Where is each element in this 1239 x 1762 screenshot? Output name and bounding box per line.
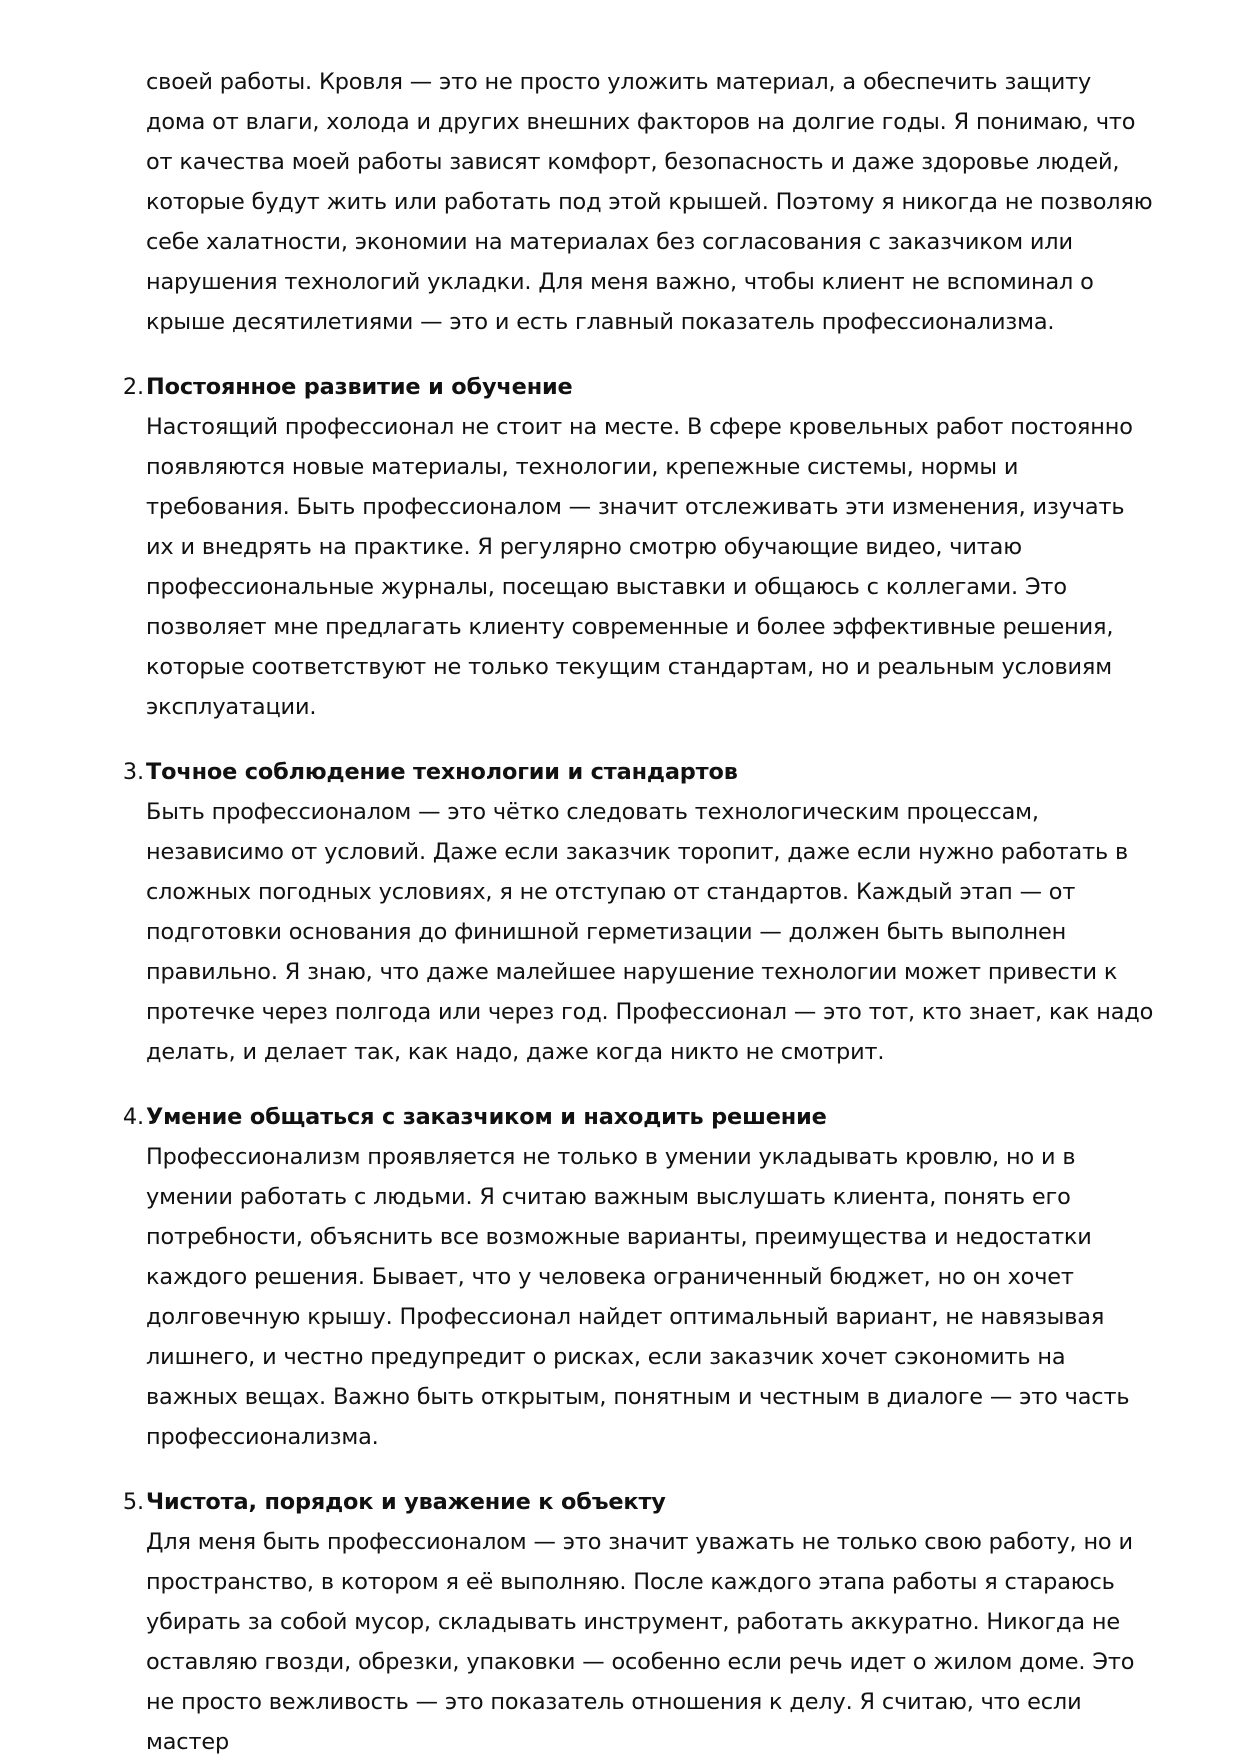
- list-item-body: Быть профессионалом — это чётко следовать технологическим процессам, независимо от условий. Даже если заказчик торопит, даже если нужно работать в сложных погодных условиях, я не отступаю от стандартов. Каждый этап — от подготовки основания до финишной герметизации — должен быть выполнен правильно. Я знаю, что даже малейшее нарушение технологии может привести к протечке через полгода или через год. Профессионал — это тот, кто знает, как надо делать, и делает так, как надо, даже когда никто не смотрит.: [146, 799, 1154, 1065]
- list-item-title: Умение общаться с заказчиком и находить решение: [146, 1104, 827, 1130]
- list-item-title: Чистота, порядок и уважение к объекту: [146, 1489, 666, 1515]
- list-item: [122, 1482, 1156, 1762]
- intro-continuation-paragraph: своей работы. Кровля — это не просто уложить материал, а обеспечить защиту дома от влаги, холода и других внешних факторов на долгие годы. Я понимаю, что от качества моей работы зависят комфорт, безопасность и даже здоровье людей, которые будут жить или работать под этой крышей. Поэтому я никогда не позволяю себе халатности, экономии на материалах без согласования с заказчиком или нарушения технологий укладки. Для меня важно, чтобы клиент не вспоминал о крыше десятилетиями — это и есть главный показатель профессионализма.: [146, 69, 1153, 335]
- list-item-body: Профессионализм проявляется не только в умении укладывать кровлю, но и в умении работать с людьми. Я считаю важным выслушать клиента, понять его потребности, объяснить все возможные варианты, преимущества и недостатки каждого решения. Бывает, что у человека ограниченный бюджет, но он хочет долговечную крышу. Профессионал найдет оптимальный вариант, не навязывая лишнего, и честно предупредит о рисках, если заказчик хочет сэкономить на важных вещах. Важно быть открытым, понятным и честным в диалоге — это часть профессионализма.: [146, 1144, 1130, 1450]
- list-item-number: 5.: [122, 1489, 144, 1515]
- list-item-title: Точное соблюдение технологии и стандартов: [146, 759, 738, 785]
- list-item-number: 2.: [122, 374, 144, 400]
- list-item-number: 3.: [122, 759, 144, 785]
- list-item-body: Для меня быть профессионалом — это значит уважать не только свою работу, но и пространство, в котором я её выполняю. После каждого этапа работы я стараюсь убирать за собой мусор, складывать инструмент, работать аккуратно. Никогда не оставляю гвозди, обрезки, упаковки — особенно если речь идет о жилом доме. Это не просто вежливость — это показатель отношения к делу. Я считаю, что если мастер: [146, 1529, 1135, 1755]
- list-item: [122, 752, 1156, 1072]
- list-item-body: Настоящий профессионал не стоит на месте. В сфере кровельных работ постоянно появляются новые материалы, технологии, крепежные системы, нормы и требования. Быть профессионалом — значит отслеживать эти изменения, изучать их и внедрять на практике. Я регулярно смотрю обучающие видео, читаю профессиональные журналы, посещаю выставки и общаюсь с коллегами. Это позволяет мне предлагать клиенту современные и более эффективные решения, которые соответствуют не только текущим стандартам, но и реальным условиям эксплуатации.: [146, 414, 1133, 720]
- document-body: [122, 62, 1156, 1762]
- list-item: [122, 367, 1156, 727]
- list-item-number: 4.: [122, 1104, 144, 1130]
- numbered-list: [122, 367, 1156, 1762]
- list-item-title: Постоянное развитие и обучение: [146, 374, 573, 400]
- list-item: [122, 1097, 1156, 1457]
